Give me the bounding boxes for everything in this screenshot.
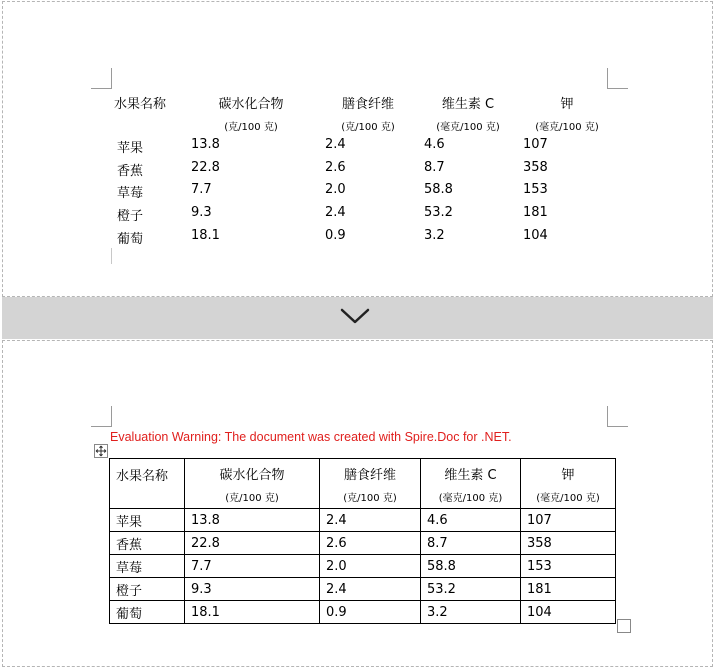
table-cell: 4.6	[424, 137, 445, 152]
table-cell: 58.8	[421, 555, 521, 578]
table-cell: 8.7	[424, 160, 445, 175]
table-cell: 107	[521, 509, 616, 532]
table-cell: 0.9	[320, 601, 421, 624]
table-cell: 3.2	[421, 601, 521, 624]
table-header-row	[110, 459, 616, 509]
header-cell: 膳食纤维 (克/100 克)	[320, 459, 421, 509]
table-cell: 3.2	[424, 228, 445, 243]
table-cell: 358	[523, 160, 548, 175]
header-cell: 维生素 C (毫克/100 克)	[421, 459, 521, 509]
table-row	[110, 509, 616, 532]
comparison-divider	[2, 297, 713, 339]
table-cell: 2.4	[325, 205, 346, 220]
table-cell: 13.8	[191, 137, 220, 152]
table-cell: 2.0	[320, 555, 421, 578]
table-row	[110, 555, 616, 578]
page-corner-mark	[91, 406, 112, 427]
table-cell: 22.8	[191, 160, 220, 175]
table-cell: 153	[523, 182, 548, 197]
text-cursor-line	[111, 248, 112, 264]
table-cell: 181	[523, 205, 548, 220]
header-cell: 碳水化合物 (克/100 克)	[218, 97, 284, 133]
table-cell: 4.6	[421, 509, 521, 532]
table-cell: 9.3	[191, 205, 212, 220]
table-cell: 153	[521, 555, 616, 578]
table-cell: 草莓	[110, 555, 185, 578]
table-cell: 22.8	[185, 532, 320, 555]
table-cell: 53.2	[421, 578, 521, 601]
header-cell: 水果名称	[114, 97, 167, 112]
table-cell: 橙子	[117, 209, 144, 224]
header-cell: 钾 (毫克/100 克)	[521, 459, 616, 509]
table-cell: 58.8	[424, 182, 453, 197]
table-row	[110, 532, 616, 555]
table-cell: 358	[521, 532, 616, 555]
table-cell: 葡萄	[110, 601, 185, 624]
header-cell: 碳水化合物 (克/100 克)	[185, 459, 320, 509]
table-cell: 0.9	[325, 228, 346, 243]
table-cell: 53.2	[424, 205, 453, 220]
header-cell: 膳食纤维 (克/100 克)	[341, 97, 395, 133]
table-cell: 7.7	[185, 555, 320, 578]
bordered-table	[109, 458, 616, 624]
table-cell: 2.4	[320, 509, 421, 532]
table-cell: 104	[521, 601, 616, 624]
table-move-icon[interactable]	[94, 444, 108, 458]
table-cell: 2.6	[320, 532, 421, 555]
document-page-before	[2, 1, 713, 297]
table-cell: 葡萄	[117, 232, 144, 247]
header-cell: 水果名称	[110, 459, 185, 509]
table-cell: 香蕉	[110, 532, 185, 555]
header-cell: 维生素 C (毫克/100 克)	[436, 97, 500, 133]
header-cell: 钾 (毫克/100 克)	[535, 97, 599, 133]
table-cell: 香蕉	[117, 164, 144, 179]
table-cell: 苹果	[110, 509, 185, 532]
table-cell: 107	[523, 137, 548, 152]
table-cell: 草莓	[117, 186, 144, 201]
table-row	[110, 578, 616, 601]
table-row	[110, 601, 616, 624]
table-cell: 9.3	[185, 578, 320, 601]
page-corner-mark	[607, 406, 628, 427]
table-cell: 2.4	[320, 578, 421, 601]
table-cell: 2.4	[325, 137, 346, 152]
page-corner-mark	[607, 68, 628, 89]
table-cell: 苹果	[117, 141, 144, 156]
table-cell: 2.0	[325, 182, 346, 197]
evaluation-warning: Evaluation Warning: The document was created with Spire.Doc for .NET.	[110, 430, 512, 444]
table-resize-icon[interactable]	[617, 619, 631, 633]
chevron-down-icon	[340, 305, 370, 329]
table-cell: 18.1	[185, 601, 320, 624]
table-cell: 2.6	[325, 160, 346, 175]
table-cell: 181	[521, 578, 616, 601]
table-cell: 7.7	[191, 182, 212, 197]
table-cell: 13.8	[185, 509, 320, 532]
table-cell: 橙子	[110, 578, 185, 601]
table-cell: 8.7	[421, 532, 521, 555]
table-cell: 18.1	[191, 228, 220, 243]
page-corner-mark	[91, 68, 112, 89]
table-cell: 104	[523, 228, 548, 243]
